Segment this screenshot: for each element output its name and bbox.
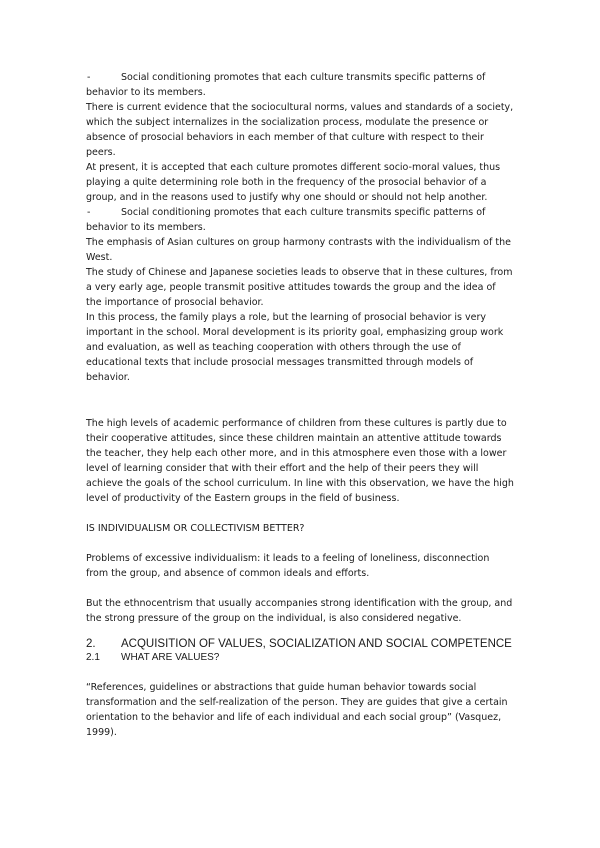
subsection-title: WHAT ARE VALUES? — [121, 652, 220, 663]
bullet-marker: - — [87, 207, 91, 218]
bullet-continuation: behavior to its members. — [86, 87, 206, 98]
section-number: 2. — [86, 638, 96, 650]
paragraph-family-school: In this process, the family plays a role, but the learning of prosocial behavior is very important in the school. Moral development is its priority goal, emphasizing group work and evaluation, as well as teaching cooperation with others through the use of educational texts that include prosocial messages transmitted through models of behavior. — [86, 312, 504, 383]
section-heading-2-1 — [86, 651, 514, 665]
bullet-text: Social conditioning promotes that each culture transmits specific patterns of — [121, 207, 486, 218]
bullet-text: Social conditioning promotes that each culture transmits specific patterns of — [121, 72, 486, 83]
paragraph-socio-moral-values: At present, it is accepted that each culture promotes different socio-moral values, thus playing a quite determining role both in the frequency of the prosocial behavior of a group, and in the reasons used to justify why one should or should not help another. — [86, 162, 501, 203]
values-definition-quote: “References, guidelines or abstractions that guide human behavior towards social transformation and the self-realization of the person. They are guides that give a certain orientation to the behavior and life of each individual and each social group” (Vasquez, 1999). — [86, 682, 508, 738]
paragraph-individualism-problems: Problems of excessive individualism: it leads to a feeling of loneliness, disconnection from the group, and absence of common ideals and efforts. — [86, 553, 490, 579]
document-page — [86, 70, 514, 740]
bullet-item-1 — [86, 70, 514, 85]
paragraph-sociocultural-norms: There is current evidence that the sociocultural norms, values and standards of a society, which the subject internalizes in the socialization process, modulate the presence or absence of prosocial behaviors in each member of that culture with respect to their peers. — [86, 102, 514, 158]
paragraph-chinese-japanese: The study of Chinese and Japanese societies leads to observe that in these cultures, from a very early age, people transmit positive attitudes towards the group and the idea of the importance of prosocial behavior. — [86, 267, 513, 308]
paragraph-ethnocentrism: But the ethnocentrism that usually accompanies strong identification with the group, and the strong pressure of the group on the individual, is also considered negative. — [86, 598, 513, 624]
section-title: ACQUISITION OF VALUES, SOCIALIZATION AND SOCIAL COMPETENCE — [121, 638, 512, 650]
section-heading-2 — [86, 638, 514, 651]
heading-individualism-question: IS INDIVIDUALISM OR COLLECTIVISM BETTER? — [86, 523, 305, 534]
paragraph-asian-cultures: The emphasis of Asian cultures on group harmony contrasts with the individualism of the West. — [86, 237, 511, 263]
bullet-marker: - — [87, 72, 91, 83]
subsection-number: 2.1 — [86, 652, 100, 663]
bullet-item-2 — [86, 205, 514, 220]
paragraph-academic-performance: The high levels of academic performance of children from these cultures is partly due to their cooperative attitudes, since these children maintain an attentive attitude towards the teacher, they help each other more, and in this atmosphere even those with a lower level of learning consider that with their effort and the help of their peers they will achieve the goals of the school curriculum. In line with this observation, we have the high level of productivity of the Eastern groups in the field of business. — [86, 418, 514, 504]
bullet-continuation: behavior to its members. — [86, 222, 206, 233]
